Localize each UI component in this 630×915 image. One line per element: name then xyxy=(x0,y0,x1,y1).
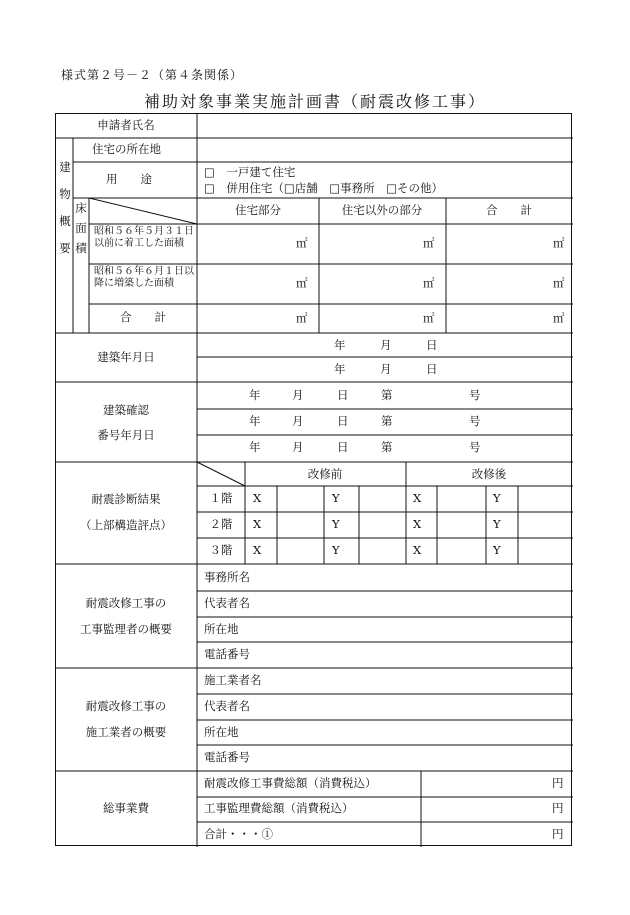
confirmation-label-2: 番号年月日 xyxy=(97,428,155,442)
month-text: 月 xyxy=(292,440,304,454)
go-text: 号 xyxy=(469,388,481,402)
building-label-char: 物 xyxy=(59,187,71,201)
confirmation-label-1: 建築確認 xyxy=(103,403,149,417)
day-text: 日 xyxy=(337,388,349,402)
day-text: 日 xyxy=(337,414,349,428)
contractor-phone: 電話番号 xyxy=(204,750,250,764)
x-label: X xyxy=(413,517,422,531)
area-unit: ㎡ xyxy=(423,236,435,250)
building-label-char: 建 xyxy=(59,160,71,174)
row-total-label: 合 計 xyxy=(120,310,166,324)
area-unit: ㎡ xyxy=(296,236,308,250)
supervisor-office-name: 事務所名 xyxy=(204,570,250,584)
dai-text: 第 xyxy=(381,440,393,454)
supervision-cost-total: 工事監理費総額（消費税込） xyxy=(204,801,354,815)
x-label: X xyxy=(253,517,262,531)
before-retrofit-header: 改修前 xyxy=(307,467,343,481)
supervisor-label-2: 工事監理者の概要 xyxy=(80,622,172,636)
y-label: Y xyxy=(493,543,501,557)
area-unit: ㎡ xyxy=(553,311,565,325)
floor-label-char: 床 xyxy=(75,201,87,215)
address-label: 住宅の所在地 xyxy=(92,142,161,156)
applicant-name-label: 申請者氏名 xyxy=(97,118,155,132)
supervisor-phone: 電話番号 xyxy=(204,647,250,661)
y-label: Y xyxy=(332,543,340,557)
col-residential: 住宅部分 xyxy=(235,203,281,217)
y-label: Y xyxy=(493,517,501,531)
y-label: Y xyxy=(493,491,501,505)
floor-3-label: ３階 xyxy=(209,543,233,557)
go-text: 号 xyxy=(469,440,481,454)
supervisor-label-1: 耐震改修工事の xyxy=(85,596,167,610)
col-nonresidential: 住宅以外の部分 xyxy=(341,203,423,217)
retrofit-cost-total: 耐震改修工事費総額（消費税込） xyxy=(204,776,377,790)
floor-area-label xyxy=(74,198,88,258)
seismic-score-label: （上部構造評点） xyxy=(80,518,172,532)
y-label: Y xyxy=(332,517,340,531)
x-label: X xyxy=(253,491,262,505)
document-title: 補助対象事業実施計画書（耐震改修工事） xyxy=(143,92,486,111)
contractor-label-1: 耐震改修工事の xyxy=(85,699,167,713)
area-unit: ㎡ xyxy=(423,276,435,290)
after-retrofit-header: 改修後 xyxy=(471,467,507,481)
x-label: X xyxy=(253,543,262,557)
area-unit: ㎡ xyxy=(296,311,308,325)
building-overview-label xyxy=(58,154,72,262)
yen-unit: 円 xyxy=(552,801,564,815)
floor-label-char: 面 xyxy=(75,221,87,235)
contractor-address: 所在地 xyxy=(204,725,239,739)
supervisor-address: 所在地 xyxy=(204,622,239,636)
total-cost-label: 総事業費 xyxy=(103,801,149,815)
x-label: X xyxy=(413,543,422,557)
area-unit: ㎡ xyxy=(553,236,565,250)
use-option-mixed[interactable]: □ 併用住宅（□店舗 □事務所 □その他） xyxy=(204,181,443,195)
form-number: 様式第２号－２（第４条関係） xyxy=(61,68,244,82)
month-text: 月 xyxy=(292,388,304,402)
contractor-label-2: 施工業者の概要 xyxy=(85,725,167,739)
row-after-1981-label: 昭和５６年６月１日以降に増築した面積 xyxy=(94,266,194,289)
dai-text: 第 xyxy=(381,388,393,402)
x-label: X xyxy=(413,491,422,505)
area-unit: ㎡ xyxy=(296,276,308,290)
building-label-char: 概 xyxy=(59,214,71,228)
use-option-detached[interactable]: □ 一戸建て住宅 xyxy=(204,165,296,179)
contractor-representative: 代表者名 xyxy=(204,699,250,713)
year-text: 年 xyxy=(249,440,261,454)
dai-text: 第 xyxy=(381,414,393,428)
month-text: 月 xyxy=(292,414,304,428)
construction-date-line-2: 年 月 日 xyxy=(334,362,438,376)
supervisor-representative: 代表者名 xyxy=(204,596,250,610)
floor-label-char: 積 xyxy=(75,241,87,255)
use-label: 用 途 xyxy=(106,172,152,186)
floor-1-label: １階 xyxy=(209,491,233,505)
day-text: 日 xyxy=(337,440,349,454)
floor-2-label: ２階 xyxy=(209,517,233,531)
grand-total: 合計・・・① xyxy=(204,827,273,841)
col-total: 合 計 xyxy=(486,203,532,217)
go-text: 号 xyxy=(469,414,481,428)
yen-unit: 円 xyxy=(552,827,564,841)
seismic-result-label: 耐震診断結果 xyxy=(91,492,161,506)
construction-date-label: 建築年月日 xyxy=(97,350,155,364)
yen-unit: 円 xyxy=(552,776,564,790)
area-unit: ㎡ xyxy=(423,311,435,325)
area-unit: ㎡ xyxy=(553,276,565,290)
construction-date-line-1: 年 月 日 xyxy=(334,338,438,352)
row-before-1981-label: 昭和５６年５月３１日以前に着工した面積 xyxy=(94,226,194,249)
building-label-char: 要 xyxy=(59,241,71,255)
year-text: 年 xyxy=(249,388,261,402)
contractor-name: 施工業者名 xyxy=(204,673,262,687)
y-label: Y xyxy=(332,491,340,505)
plan-table xyxy=(55,113,572,846)
year-text: 年 xyxy=(249,414,261,428)
